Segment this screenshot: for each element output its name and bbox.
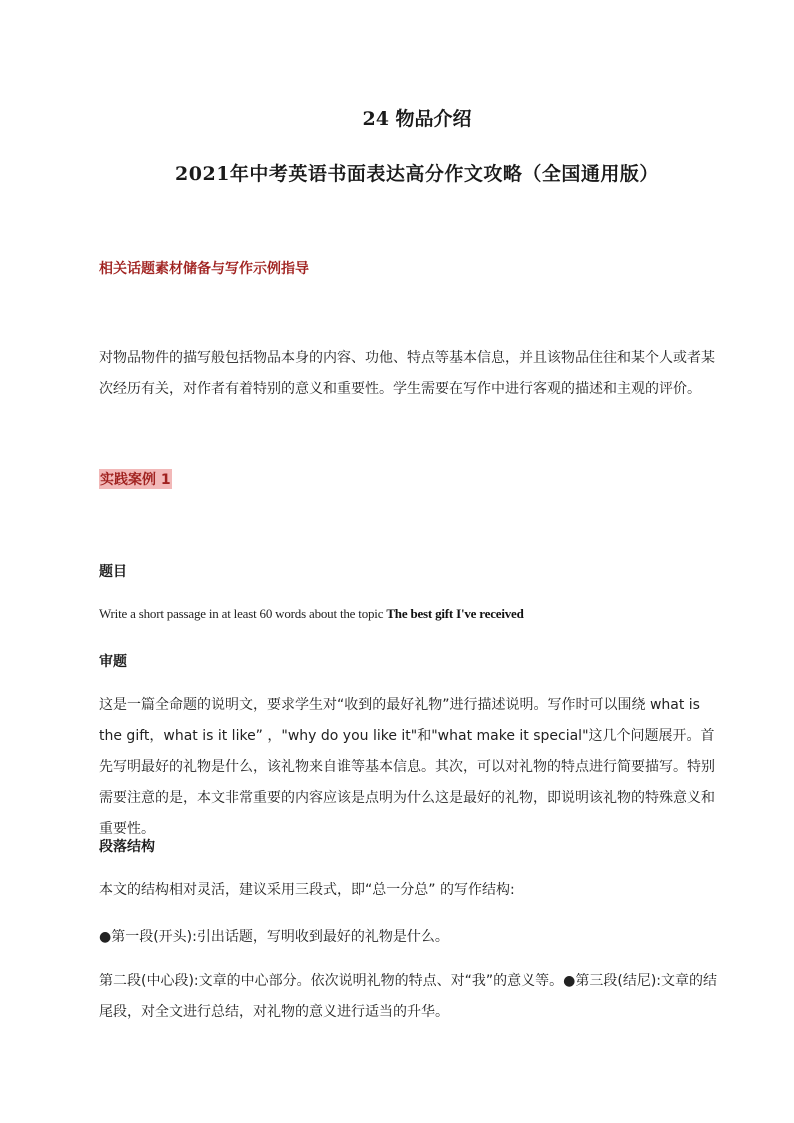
structure-intro: 本文的结构相对灵活，建议采用三段式，即“总一分总” 的写作结构:: [99, 882, 515, 898]
topic-prefix: Write a short passage in at least 60 words about the topic: [99, 606, 387, 621]
review-paragraph: 这是一篇全命题的说明文，要求学生对“收到的最好礼物”进行描述说明。写作时可以围绕 what is the gift，what is it like” ，"why do you like it"和"what make it special"这几个问题展开。首先写明最好的礼物是什么，该礼物来自谁等基本信息。其次，可以对礼物的特点进行简要描写。特别需要注意的是，本文非常重要的内容应该是点明为什么这是最好的礼物，即说明该礼物的特殊意义和重要性。: [99, 697, 715, 837]
structure-heading: 段落结构: [99, 839, 155, 855]
paragraph-one-description: ●第一段(开头):引出话题，写明收到最好的礼物是什么。: [99, 929, 449, 945]
document-title: 24 物品介绍: [362, 108, 472, 130]
case-label: 实践案例 1: [99, 469, 172, 489]
paragraph-two-three-description: 第二段(中心段):文章的中心部分。依次说明礼物的特点、对“我”的意义等。●第三段(结尼):文章的结尾段，对全文进行总结，对礼物的意义进行适当的升华。: [99, 973, 718, 1020]
review-heading: 审题: [99, 654, 127, 670]
topic-line: [99, 606, 524, 622]
document-subtitle: 2021年中考英语书面表达高分作文攻略（全国通用版）: [175, 163, 659, 185]
section-heading: 相关话题素材储备与写作示例指导: [99, 261, 309, 277]
intro-paragraph: 对物品物件的描写般包括物品本身的内容、功他、特点等基本信息，并且该物品住往和某个人或者某次经历有关，对作者有着特别的意义和重要性。学生需要在写作中进行客观的描述和主观的评价。: [99, 350, 715, 397]
topic-title: The best gift I've received: [386, 606, 524, 621]
topic-heading: 题目: [99, 564, 127, 580]
